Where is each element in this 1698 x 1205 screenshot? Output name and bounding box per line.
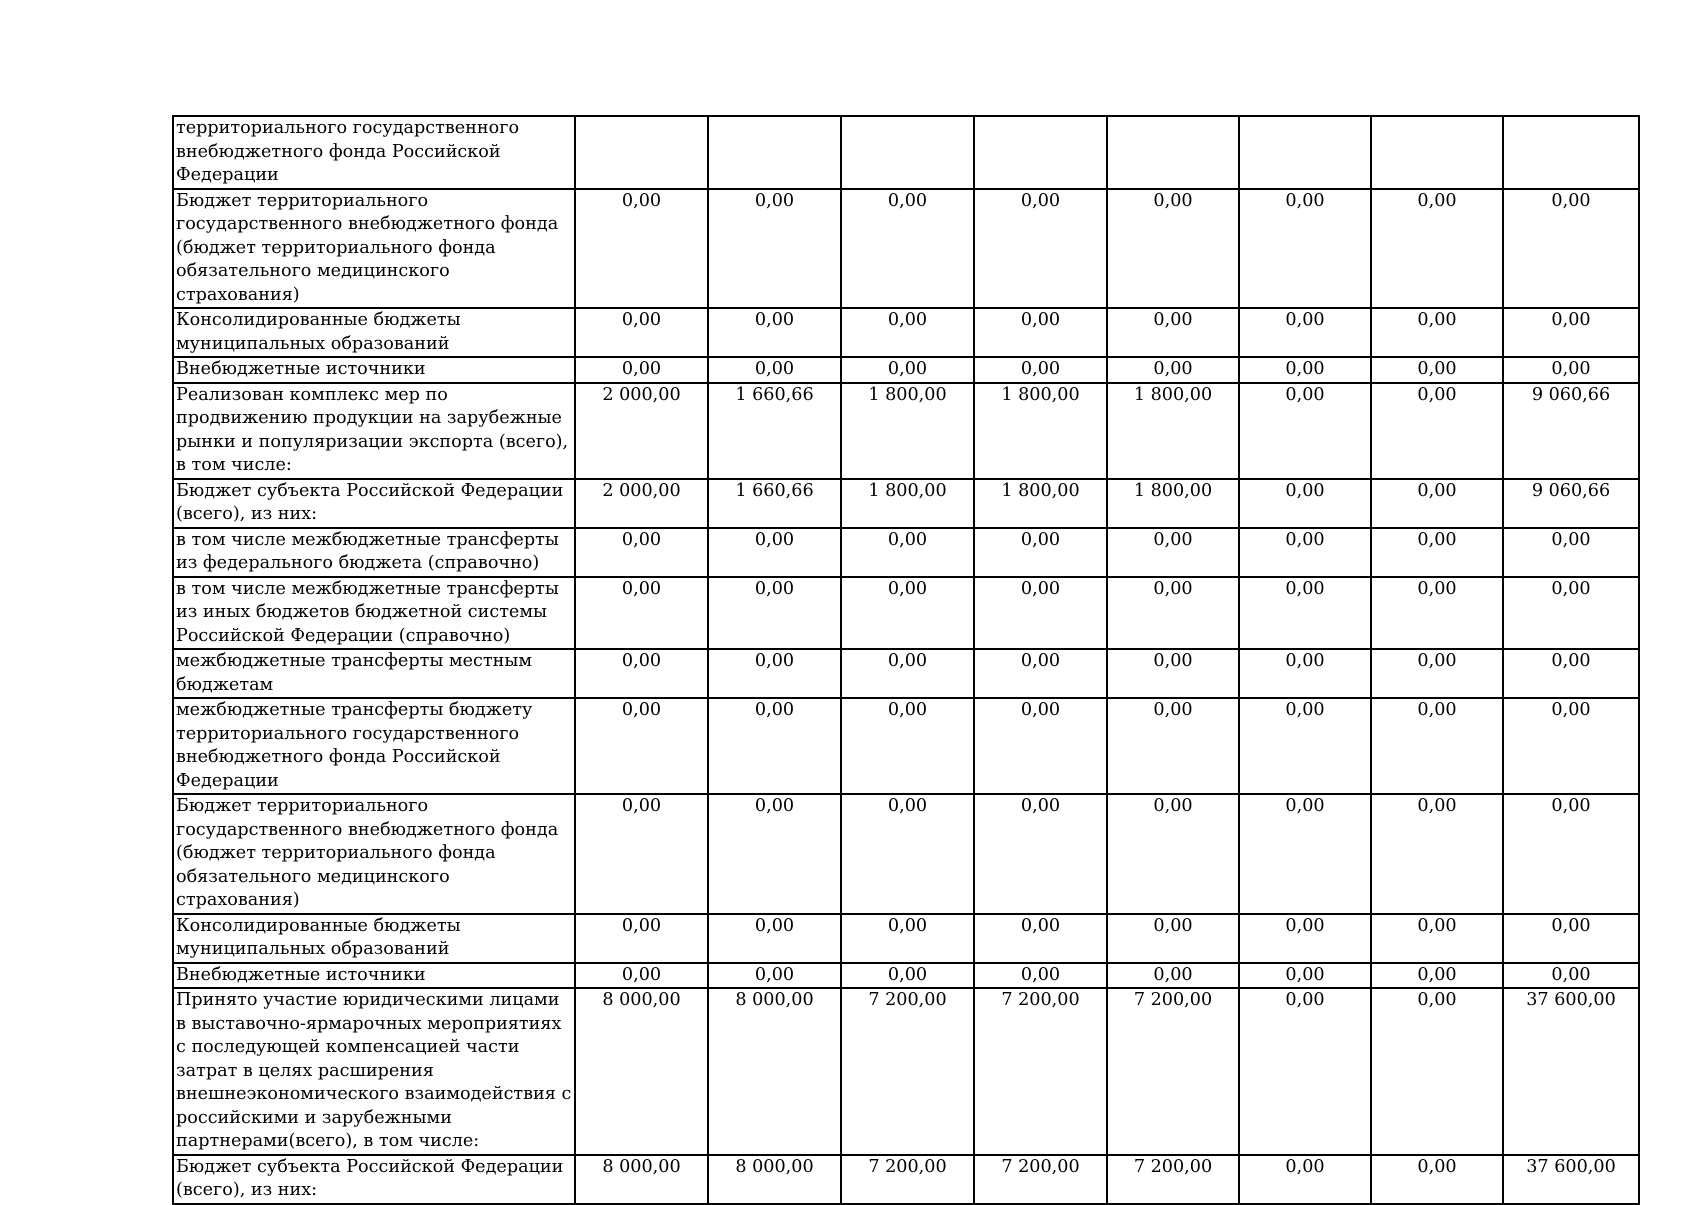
budget-table [172, 115, 1640, 1205]
value-cell: 0,00 [1371, 1155, 1503, 1204]
table-row [173, 1155, 1639, 1204]
value-cell: 0,00 [708, 357, 841, 383]
value-cell: 0,00 [1371, 308, 1503, 357]
row-label: территориального государственного внебюджетного фонда Российской Федерации [173, 116, 575, 189]
row-label: Бюджет субъекта Российской Федерации (всего), из них: [173, 479, 575, 528]
value-cell: 0,00 [841, 698, 974, 794]
value-cell: 0,00 [974, 963, 1107, 989]
value-cell: 0,00 [1371, 577, 1503, 650]
value-cell: 0,00 [1503, 794, 1639, 914]
value-cell: 0,00 [1239, 577, 1371, 650]
value-cell: 0,00 [708, 794, 841, 914]
value-cell: 0,00 [1107, 794, 1239, 914]
value-cell: 0,00 [575, 189, 708, 309]
value-cell: 0,00 [1239, 308, 1371, 357]
value-cell: 0,00 [1503, 528, 1639, 577]
row-label: Бюджет субъекта Российской Федерации (всего), из них: [173, 1155, 575, 1204]
value-cell: 0,00 [708, 189, 841, 309]
row-label: Бюджет территориального государственного внебюджетного фонда (бюджет территориального фонда обязательного медицинского страхования) [173, 189, 575, 309]
table-row [173, 189, 1639, 309]
value-cell: 0,00 [1371, 528, 1503, 577]
row-label: Реализован комплекс мер по продвижению продукции на зарубежные рынки и популяризации экспорта (всего), в том числе: [173, 383, 575, 479]
value-cell: 2 000,00 [575, 479, 708, 528]
value-cell [974, 116, 1107, 189]
row-label: Консолидированные бюджеты муниципальных образований [173, 308, 575, 357]
row-label: в том числе межбюджетные трансферты из федерального бюджета (справочно) [173, 528, 575, 577]
value-cell: 8 000,00 [575, 1155, 708, 1204]
value-cell: 0,00 [1107, 963, 1239, 989]
value-cell: 9 060,66 [1503, 383, 1639, 479]
table-row [173, 794, 1639, 914]
value-cell: 0,00 [974, 577, 1107, 650]
value-cell: 0,00 [1371, 794, 1503, 914]
value-cell [1503, 116, 1639, 189]
row-label: межбюджетные трансферты местным бюджетам [173, 649, 575, 698]
value-cell: 0,00 [974, 649, 1107, 698]
value-cell: 0,00 [841, 963, 974, 989]
value-cell: 8 000,00 [708, 1155, 841, 1204]
value-cell: 0,00 [1371, 189, 1503, 309]
table-row [173, 698, 1639, 794]
row-label: межбюджетные трансферты бюджету территориального государственного внебюджетного фонда Российской Федерации [173, 698, 575, 794]
value-cell: 0,00 [841, 357, 974, 383]
value-cell: 0,00 [1503, 914, 1639, 963]
row-label: Внебюджетные источники [173, 357, 575, 383]
value-cell: 0,00 [841, 649, 974, 698]
value-cell: 0,00 [708, 577, 841, 650]
value-cell: 0,00 [1371, 357, 1503, 383]
value-cell: 1 800,00 [974, 383, 1107, 479]
value-cell: 1 800,00 [974, 479, 1107, 528]
table-row [173, 528, 1639, 577]
value-cell: 0,00 [708, 308, 841, 357]
table-row [173, 357, 1639, 383]
row-label: Бюджет территориального государственного внебюджетного фонда (бюджет территориального фонда обязательного медицинского страхования) [173, 794, 575, 914]
table-row [173, 308, 1639, 357]
value-cell: 0,00 [1239, 189, 1371, 309]
value-cell: 0,00 [1239, 914, 1371, 963]
value-cell [1371, 116, 1503, 189]
value-cell: 0,00 [575, 528, 708, 577]
value-cell: 0,00 [974, 914, 1107, 963]
value-cell: 0,00 [575, 914, 708, 963]
value-cell: 0,00 [1239, 988, 1371, 1155]
value-cell: 0,00 [841, 189, 974, 309]
value-cell: 0,00 [708, 914, 841, 963]
value-cell [1107, 116, 1239, 189]
row-label: Принято участие юридическими лицами в выставочно-ярмарочных мероприятиях с последующей компенсацией части затрат в целях расширения внешнеэкономического взаимодействия с российскими и зарубежными партнерами(всего), в том числе: [173, 988, 575, 1155]
table-row [173, 963, 1639, 989]
value-cell: 0,00 [1371, 914, 1503, 963]
value-cell: 1 660,66 [708, 479, 841, 528]
value-cell: 0,00 [1371, 649, 1503, 698]
value-cell: 0,00 [1107, 308, 1239, 357]
value-cell: 0,00 [708, 528, 841, 577]
value-cell: 0,00 [1239, 698, 1371, 794]
value-cell: 0,00 [1107, 357, 1239, 383]
value-cell: 0,00 [1503, 308, 1639, 357]
value-cell [841, 116, 974, 189]
value-cell: 9 060,66 [1503, 479, 1639, 528]
value-cell: 7 200,00 [974, 988, 1107, 1155]
value-cell: 0,00 [1371, 698, 1503, 794]
row-label: Консолидированные бюджеты муниципальных образований [173, 914, 575, 963]
value-cell: 0,00 [1107, 914, 1239, 963]
table-row [173, 577, 1639, 650]
value-cell: 0,00 [974, 357, 1107, 383]
value-cell: 8 000,00 [575, 988, 708, 1155]
row-label: в том числе межбюджетные трансферты из иных бюджетов бюджетной системы Российской Федерации (справочно) [173, 577, 575, 650]
value-cell: 0,00 [1239, 528, 1371, 577]
table-row [173, 383, 1639, 479]
value-cell: 0,00 [1107, 649, 1239, 698]
value-cell: 0,00 [1503, 189, 1639, 309]
value-cell: 0,00 [575, 649, 708, 698]
value-cell: 0,00 [575, 794, 708, 914]
value-cell: 0,00 [1239, 963, 1371, 989]
value-cell: 7 200,00 [841, 1155, 974, 1204]
value-cell: 8 000,00 [708, 988, 841, 1155]
table-row [173, 988, 1639, 1155]
value-cell: 37 600,00 [1503, 988, 1639, 1155]
value-cell: 0,00 [1239, 479, 1371, 528]
value-cell: 0,00 [974, 308, 1107, 357]
table-row [173, 914, 1639, 963]
value-cell: 0,00 [1239, 357, 1371, 383]
value-cell: 0,00 [575, 963, 708, 989]
value-cell: 37 600,00 [1503, 1155, 1639, 1204]
value-cell: 0,00 [841, 794, 974, 914]
value-cell: 0,00 [1371, 963, 1503, 989]
value-cell: 0,00 [1239, 383, 1371, 479]
value-cell: 7 200,00 [974, 1155, 1107, 1204]
value-cell: 0,00 [1371, 479, 1503, 528]
value-cell: 0,00 [841, 528, 974, 577]
value-cell: 0,00 [1107, 528, 1239, 577]
value-cell: 0,00 [1239, 1155, 1371, 1204]
value-cell: 1 800,00 [1107, 383, 1239, 479]
value-cell: 0,00 [1107, 189, 1239, 309]
value-cell: 0,00 [974, 794, 1107, 914]
value-cell: 1 660,66 [708, 383, 841, 479]
value-cell [1239, 116, 1371, 189]
value-cell: 0,00 [708, 698, 841, 794]
value-cell: 0,00 [575, 308, 708, 357]
value-cell: 1 800,00 [841, 479, 974, 528]
value-cell: 0,00 [1371, 988, 1503, 1155]
table-row [173, 116, 1639, 189]
value-cell: 2 000,00 [575, 383, 708, 479]
table-body [173, 116, 1639, 1204]
value-cell: 0,00 [974, 189, 1107, 309]
value-cell: 0,00 [1503, 357, 1639, 383]
value-cell: 0,00 [1107, 698, 1239, 794]
value-cell: 0,00 [1371, 383, 1503, 479]
value-cell: 0,00 [841, 914, 974, 963]
value-cell: 0,00 [575, 577, 708, 650]
value-cell: 0,00 [841, 308, 974, 357]
value-cell: 0,00 [1239, 794, 1371, 914]
table-row [173, 479, 1639, 528]
value-cell: 0,00 [974, 528, 1107, 577]
value-cell: 0,00 [974, 698, 1107, 794]
table-row [173, 649, 1639, 698]
value-cell [708, 116, 841, 189]
value-cell: 0,00 [575, 698, 708, 794]
value-cell: 0,00 [1503, 649, 1639, 698]
value-cell: 1 800,00 [1107, 479, 1239, 528]
value-cell: 0,00 [1503, 963, 1639, 989]
value-cell: 7 200,00 [1107, 1155, 1239, 1204]
row-label: Внебюджетные источники [173, 963, 575, 989]
value-cell: 0,00 [1503, 577, 1639, 650]
value-cell: 0,00 [841, 577, 974, 650]
value-cell: 1 800,00 [841, 383, 974, 479]
value-cell: 0,00 [708, 649, 841, 698]
value-cell: 0,00 [1239, 649, 1371, 698]
value-cell [575, 116, 708, 189]
value-cell: 7 200,00 [1107, 988, 1239, 1155]
value-cell: 7 200,00 [841, 988, 974, 1155]
value-cell: 0,00 [1107, 577, 1239, 650]
value-cell: 0,00 [575, 357, 708, 383]
value-cell: 0,00 [708, 963, 841, 989]
value-cell: 0,00 [1503, 698, 1639, 794]
